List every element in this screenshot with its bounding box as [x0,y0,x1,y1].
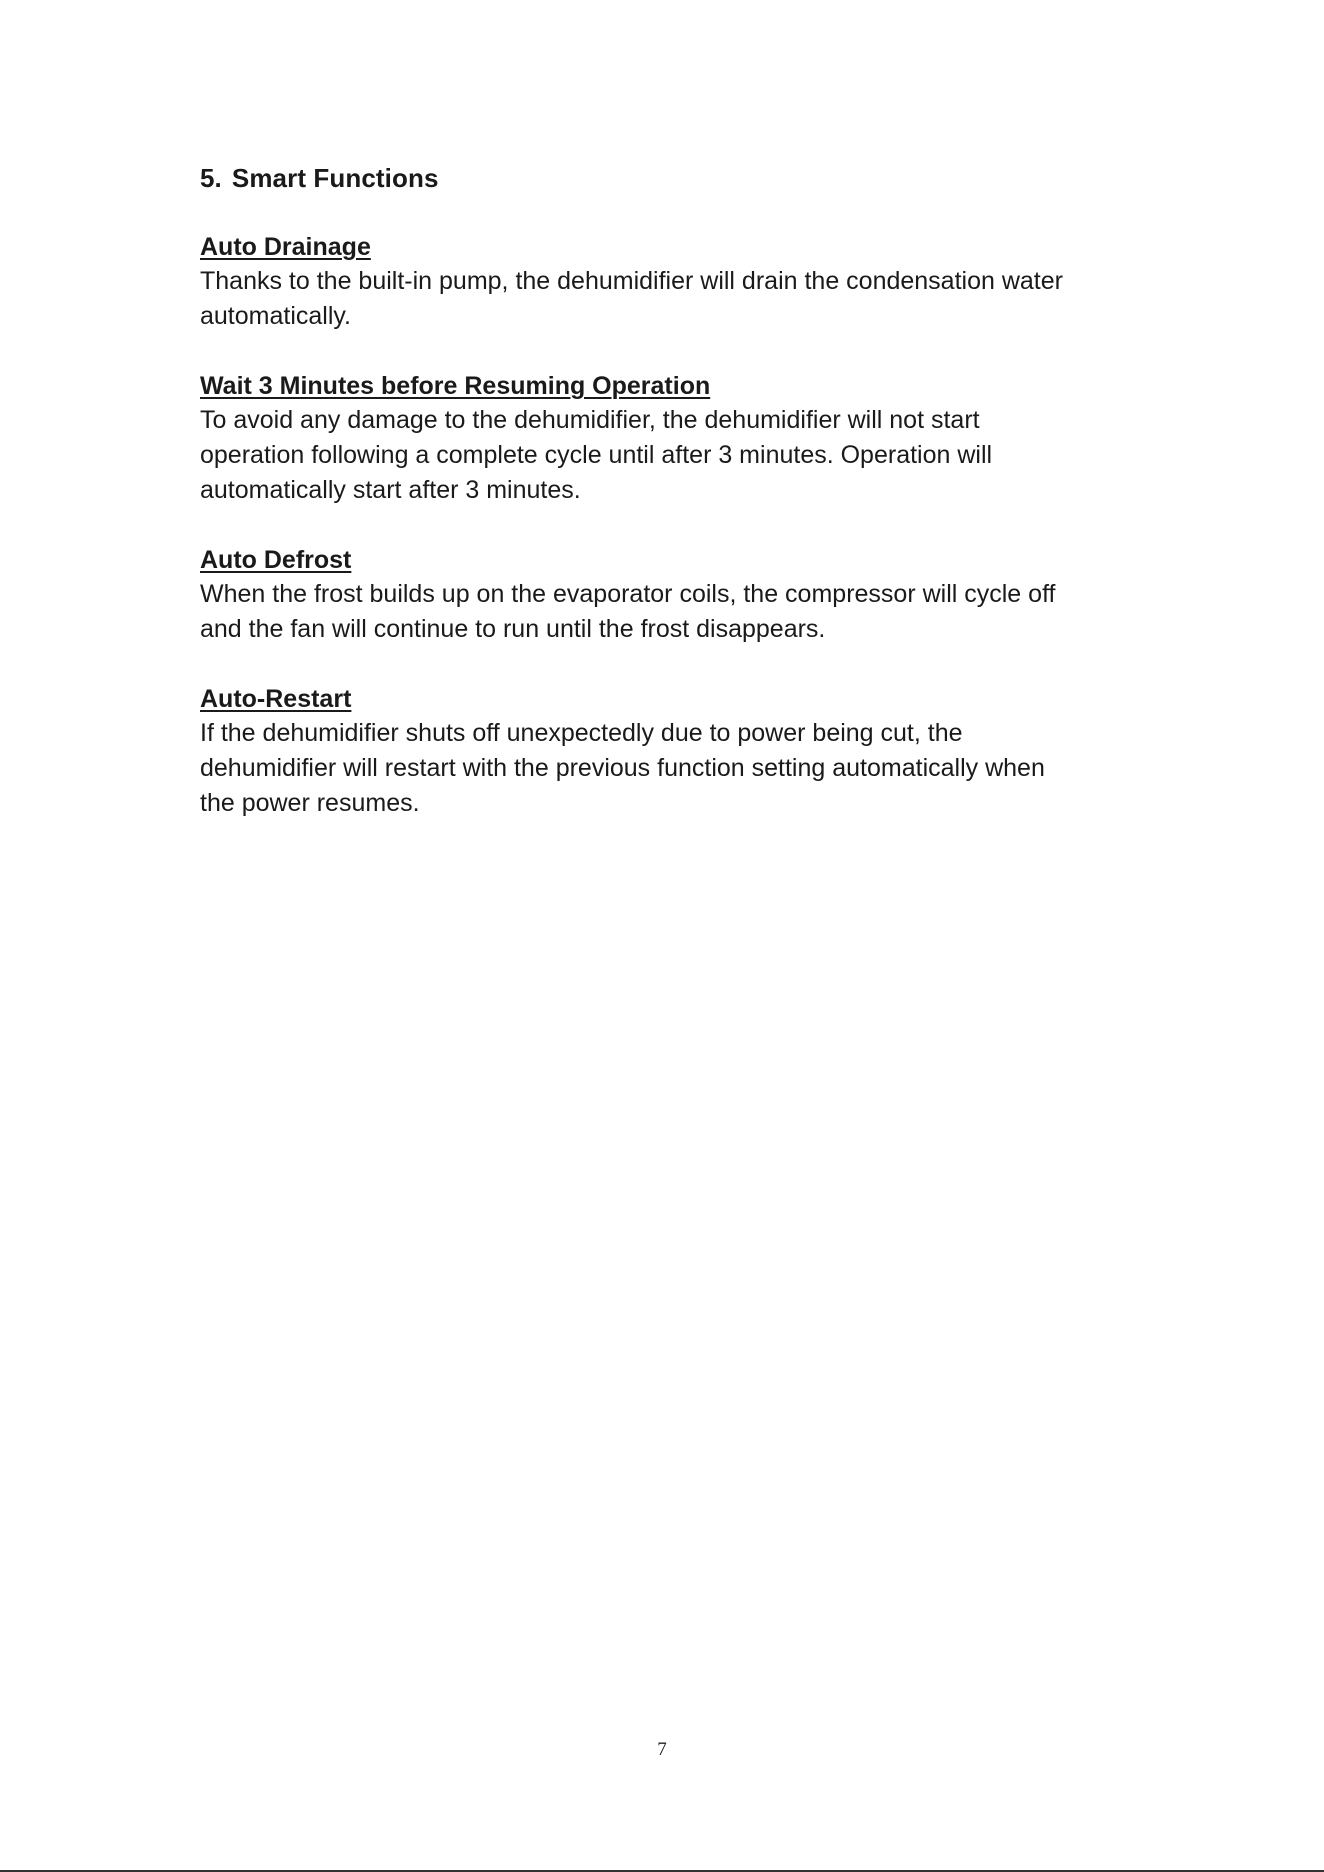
text-line: To avoid any damage to the dehumidifier, the dehumidifier will not start [200,406,980,434]
text-line: the power resumes. [200,789,420,817]
text-line: dehumidifier will restart with the previous function setting automatically when [200,754,1045,782]
auto-drainage-section [200,230,1140,334]
wait-3-minutes-heading: Wait 3 Minutes before Resuming Operation [200,372,711,400]
section-title [200,161,1140,195]
text-line: automatically start after 3 minutes. [200,476,581,504]
section-title-text: Smart Functions [231,163,439,193]
auto-defrost-text [200,577,1140,647]
auto-drainage-heading: Auto Drainage [200,233,371,261]
text-line: operation following a complete cycle until after 3 minutes. Operation will [200,441,993,469]
page-content [200,161,1140,821]
text-line: automatically. [200,302,351,330]
text-line: When the frost builds up on the evaporator coils, the compressor will cycle off [200,580,1056,608]
auto-restart-text [200,716,1140,821]
text-line: If the dehumidifier shuts off unexpectedly due to power being cut, the [200,719,963,747]
wait-3-minutes-text [200,403,1140,508]
auto-restart-section [200,682,1140,821]
auto-defrost-section [200,543,1140,647]
auto-defrost-heading: Auto Defrost [200,546,352,574]
page-number: 7 [657,1739,667,1760]
text-line: and the fan will continue to run until the frost disappears. [200,615,826,643]
auto-drainage-text [200,264,1140,334]
section-number: 5. [200,163,222,193]
wait-3-minutes-section [200,369,1140,508]
auto-restart-heading: Auto-Restart [200,685,352,713]
text-line: Thanks to the built-in pump, the dehumidifier will drain the condensation water [200,267,1063,295]
